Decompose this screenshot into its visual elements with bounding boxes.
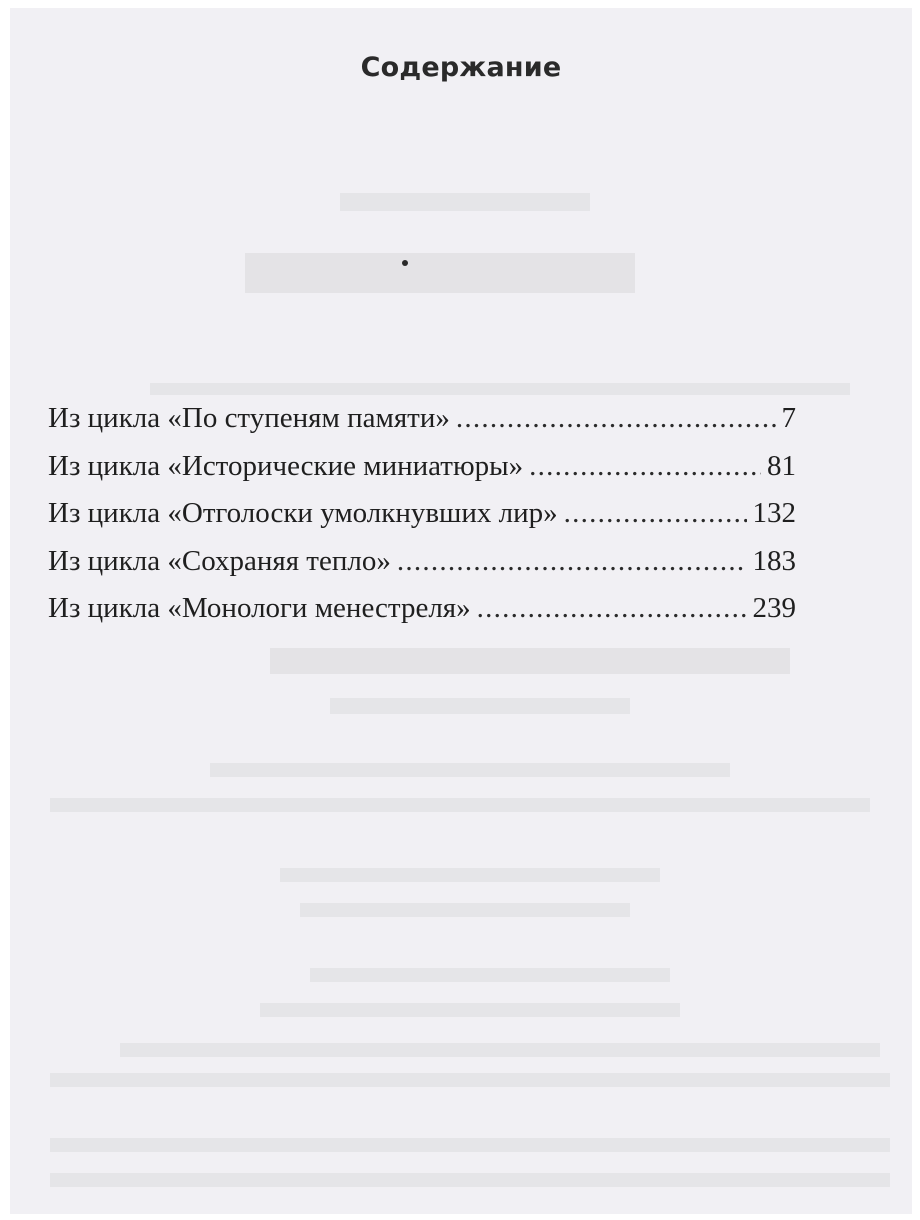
toc-entry-page: 239 bbox=[752, 592, 796, 624]
table-of-contents bbox=[48, 402, 796, 640]
toc-entry-title: Из цикла «По ступеням памяти» bbox=[48, 402, 450, 434]
dot-leader bbox=[397, 545, 747, 578]
dot-leader bbox=[529, 450, 761, 483]
toc-entry-page: 183 bbox=[752, 544, 796, 577]
toc-entry[interactable] bbox=[48, 450, 796, 498]
stray-dot bbox=[402, 260, 408, 266]
dot-leader bbox=[477, 592, 747, 625]
toc-entry-page: 81 bbox=[767, 449, 796, 482]
toc-entry[interactable] bbox=[48, 497, 796, 545]
toc-entry-page: 132 bbox=[752, 497, 796, 529]
dot-leader bbox=[564, 497, 747, 530]
book-page bbox=[10, 8, 912, 1214]
dot-leader bbox=[456, 402, 776, 435]
toc-entry-title: Из цикла «Исторические миниатюры» bbox=[48, 449, 524, 482]
toc-entry[interactable] bbox=[48, 592, 796, 640]
toc-entry-title: Из цикла «Монологи менестреля» bbox=[48, 592, 471, 624]
toc-entry[interactable] bbox=[48, 402, 796, 450]
toc-entry-page: 7 bbox=[781, 402, 796, 434]
toc-entry-title: Из цикла «Отголоски умолкнувших лир» bbox=[48, 497, 558, 529]
page-title: Содержание bbox=[360, 52, 562, 83]
toc-entry[interactable] bbox=[48, 545, 796, 593]
toc-entry-title: Из цикла «Сохраняя тепло» bbox=[48, 544, 391, 577]
